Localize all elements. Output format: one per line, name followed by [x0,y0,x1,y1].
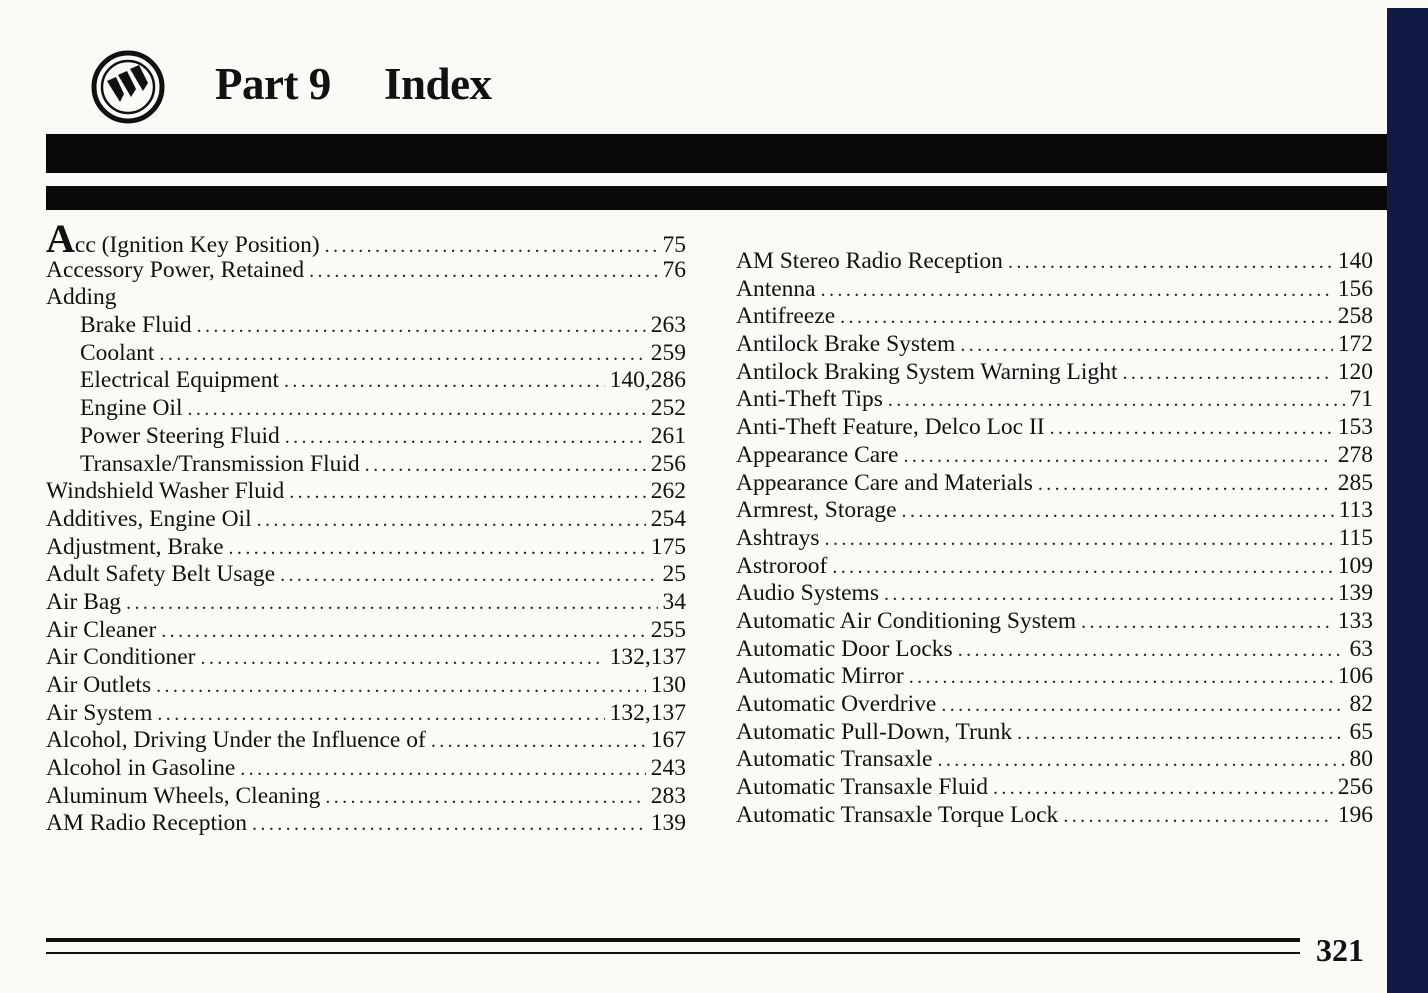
dot-leader [285,424,646,452]
index-entry [46,617,686,645]
index-page-ref: 133 [1337,607,1373,634]
index-term: Ashtrays [736,524,820,551]
index-term: Antifreeze [736,303,836,330]
index-term: Automatic Transaxle Fluid [736,774,988,801]
index-page-ref: 132,137 [609,699,686,726]
drop-cap-letter: A [46,216,75,261]
index-term: Adding [46,284,117,311]
footer-rule-thick [46,938,1300,942]
index-page-ref: 283 [650,782,686,809]
index-entry [736,636,1373,664]
index-page-ref: 75 [662,232,686,258]
index-term: Electrical Equipment [80,367,280,394]
dot-leader [884,581,1333,609]
dot-leader [1050,415,1333,443]
index-entry [736,746,1373,774]
index-term: Appearance Care [736,441,899,468]
dot-leader [1017,720,1344,748]
index-term-rest: cc (Ignition Key Position) [74,232,320,258]
part-label: Part 9 [215,59,331,109]
index-entry [736,470,1373,498]
page-number: 321 [1316,932,1364,968]
index-page-ref: 63 [1349,635,1373,662]
index-entry [736,414,1373,442]
index-term: Antilock Brake System [736,331,956,358]
dot-leader [1038,471,1333,499]
index-entry [46,727,686,755]
dot-leader [280,562,657,590]
dot-leader [229,535,646,563]
index-page-ref: 153 [1337,414,1373,441]
index-page-ref: 120 [1337,358,1373,385]
index-subentry [46,340,686,368]
dot-leader [840,304,1333,332]
dot-leader [365,452,646,480]
index-term: Windshield Washer Fluid [46,478,285,505]
index-page-ref: 82 [1349,691,1373,717]
index-subentry [46,312,686,340]
index-term: Anti-Theft Feature, Delco Loc II [736,414,1045,441]
index-subentry [46,395,686,423]
buick-tri-shield-logo-icon [91,50,165,124]
index-term: Automatic Mirror [736,663,904,690]
dot-leader [825,526,1334,554]
index-term: Aluminum Wheels, Cleaning [46,782,321,809]
index-term: Alcohol in Gasoline [46,755,236,782]
index-entry-list [736,248,1373,829]
index-entry [46,561,686,589]
index-entry [46,755,686,783]
dot-leader [200,645,604,673]
index-entry [736,802,1373,830]
index-entry [736,553,1373,581]
index-term: Air Bag [46,588,122,615]
dot-leader [289,479,646,507]
dot-leader [161,618,645,646]
dot-leader [325,233,658,261]
dot-leader [157,701,604,729]
dot-leader [159,341,645,369]
dot-leader [958,637,1345,665]
index-entry [736,663,1373,691]
index-page-ref: 71 [1349,386,1373,413]
index-page-ref: 256 [1337,774,1373,801]
index-term: Power Steering Fluid [80,422,280,449]
index-entry [736,248,1373,276]
index-entry [736,580,1373,608]
index-entry [736,303,1373,331]
index-page-ref: 132,137 [609,644,686,671]
index-page-ref: 172 [1337,331,1373,358]
index-page-ref: 106 [1337,663,1373,690]
index-term: Air Outlets [46,672,152,698]
index-term: Coolant [80,339,155,366]
dot-leader [284,368,605,396]
index-page-ref: 156 [1337,275,1373,302]
index-entry [736,331,1373,359]
dot-leader [993,775,1333,803]
index-page-ref: 254 [650,505,686,532]
page-title: Index [384,59,492,109]
index-term: Alcohol, Driving Under the Influence of [46,727,426,754]
dot-leader [832,554,1332,582]
index-page-ref: 261 [650,422,686,449]
index-entry [46,700,686,728]
index-entry [736,774,1373,802]
index-term: Astroroof [736,552,828,579]
index-entry [736,442,1373,470]
index-entry [46,672,686,700]
index-page-ref: 140,286 [609,367,686,394]
index-column-left [46,216,686,838]
index-page-ref: 25 [662,561,686,588]
dot-leader [187,396,645,424]
dot-leader [888,387,1345,415]
dot-leader [937,747,1344,775]
index-page-ref: 115 [1338,524,1373,551]
dot-leader [126,590,657,618]
index-page-ref: 243 [650,755,686,782]
index-term: Engine Oil [80,395,183,422]
index-term: Automatic Transaxle Torque Lock [736,801,1059,828]
index-page-ref: 278 [1337,441,1373,468]
index-entry [736,359,1373,387]
index-column-right [736,248,1373,829]
index-page-ref: 113 [1338,497,1373,524]
dot-leader [240,756,645,784]
index-term: Appearance Care and Materials [736,469,1033,496]
index-page-ref: 262 [650,478,686,505]
dot-leader [903,443,1332,471]
side-tab-strip [1387,8,1428,993]
index-page-ref: 130 [650,672,686,698]
index-page-ref: 256 [650,450,686,477]
index-subentry [46,423,686,451]
dot-leader [309,258,657,286]
index-term: AM Radio Reception [46,810,248,837]
index-page-ref: 80 [1349,746,1373,773]
dot-leader [257,507,646,535]
index-term: Air System [46,699,153,726]
dot-leader [1122,360,1332,388]
index-page-ref: 139 [650,810,686,837]
index-term: AM Stereo Radio Reception [736,248,1003,274]
dot-leader [431,728,646,756]
index-page-ref: 263 [650,312,686,339]
index-entry [46,257,686,285]
index-term: Audio Systems [736,580,879,607]
index-page-ref: 285 [1337,469,1373,496]
index-page-ref: 259 [650,339,686,366]
dot-leader [1081,609,1333,637]
index-page-ref: 175 [650,533,686,560]
index-term: Adjustment, Brake [46,533,224,560]
index-term: Antenna [736,275,816,302]
index-page-ref: 109 [1337,552,1373,579]
index-term: Automatic Air Conditioning System [736,607,1077,634]
index-term: Air Conditioner [46,644,196,671]
index-term: Automatic Door Locks [736,635,953,662]
index-page-ref: 258 [1337,303,1373,330]
index-term: Transaxle/Transmission Fluid [80,450,360,477]
index-entry [736,497,1373,525]
dot-leader [909,664,1333,692]
index-page-ref: 167 [650,727,686,754]
index-term: Brake Fluid [80,312,192,339]
index-entry [736,719,1373,747]
dot-leader [325,784,645,812]
header-rule-thick [46,134,1387,173]
index-entry [46,644,686,672]
index-term: Additives, Engine Oil [46,505,252,532]
index-entry [46,783,686,811]
index-entry [736,386,1373,414]
header-rule-thin [46,186,1387,210]
index-term: Air Cleaner [46,616,157,643]
index-entry [46,589,686,617]
index-entry [46,506,686,534]
index-page-ref: 34 [662,588,686,615]
index-term: Automatic Pull-Down, Trunk [736,718,1013,745]
index-term: Automatic Overdrive [736,691,937,717]
dot-leader [197,313,646,341]
dot-leader [156,673,646,701]
dot-leader [252,811,646,839]
dot-leader [941,692,1344,720]
index-page-ref: 65 [1349,718,1373,745]
index-subentry [46,367,686,395]
index-page-ref: 139 [1337,580,1373,607]
index-entry [46,216,686,261]
index-term: Accessory Power, Retained [46,256,305,283]
index-term [46,216,320,261]
dot-leader [1008,249,1333,277]
index-entry-list [46,257,686,838]
dot-leader [821,277,1333,305]
index-entry [736,525,1373,553]
dot-leader [902,498,1334,526]
index-page-ref: 255 [650,616,686,643]
footer-rule-thin [46,952,1300,954]
index-page-ref: 76 [662,256,686,283]
index-term: Automatic Transaxle [736,746,933,773]
index-entry [46,478,686,506]
index-term: Anti-Theft Tips [736,386,883,413]
index-entry [736,691,1373,719]
index-term: Antilock Braking System Warning Light [736,358,1118,385]
dot-leader [1063,803,1332,831]
index-page-ref: 252 [650,395,686,422]
index-term: Armrest, Storage [736,497,897,524]
index-subentry [46,451,686,479]
index-entry [46,810,686,838]
index-entry [736,608,1373,636]
dot-leader [960,332,1332,360]
index-entry [46,284,686,312]
index-page-ref: 140 [1337,248,1373,274]
index-entry [736,276,1373,304]
index-entry [46,534,686,562]
index-term: Adult Safety Belt Usage [46,561,276,588]
index-page-ref: 196 [1337,801,1373,828]
